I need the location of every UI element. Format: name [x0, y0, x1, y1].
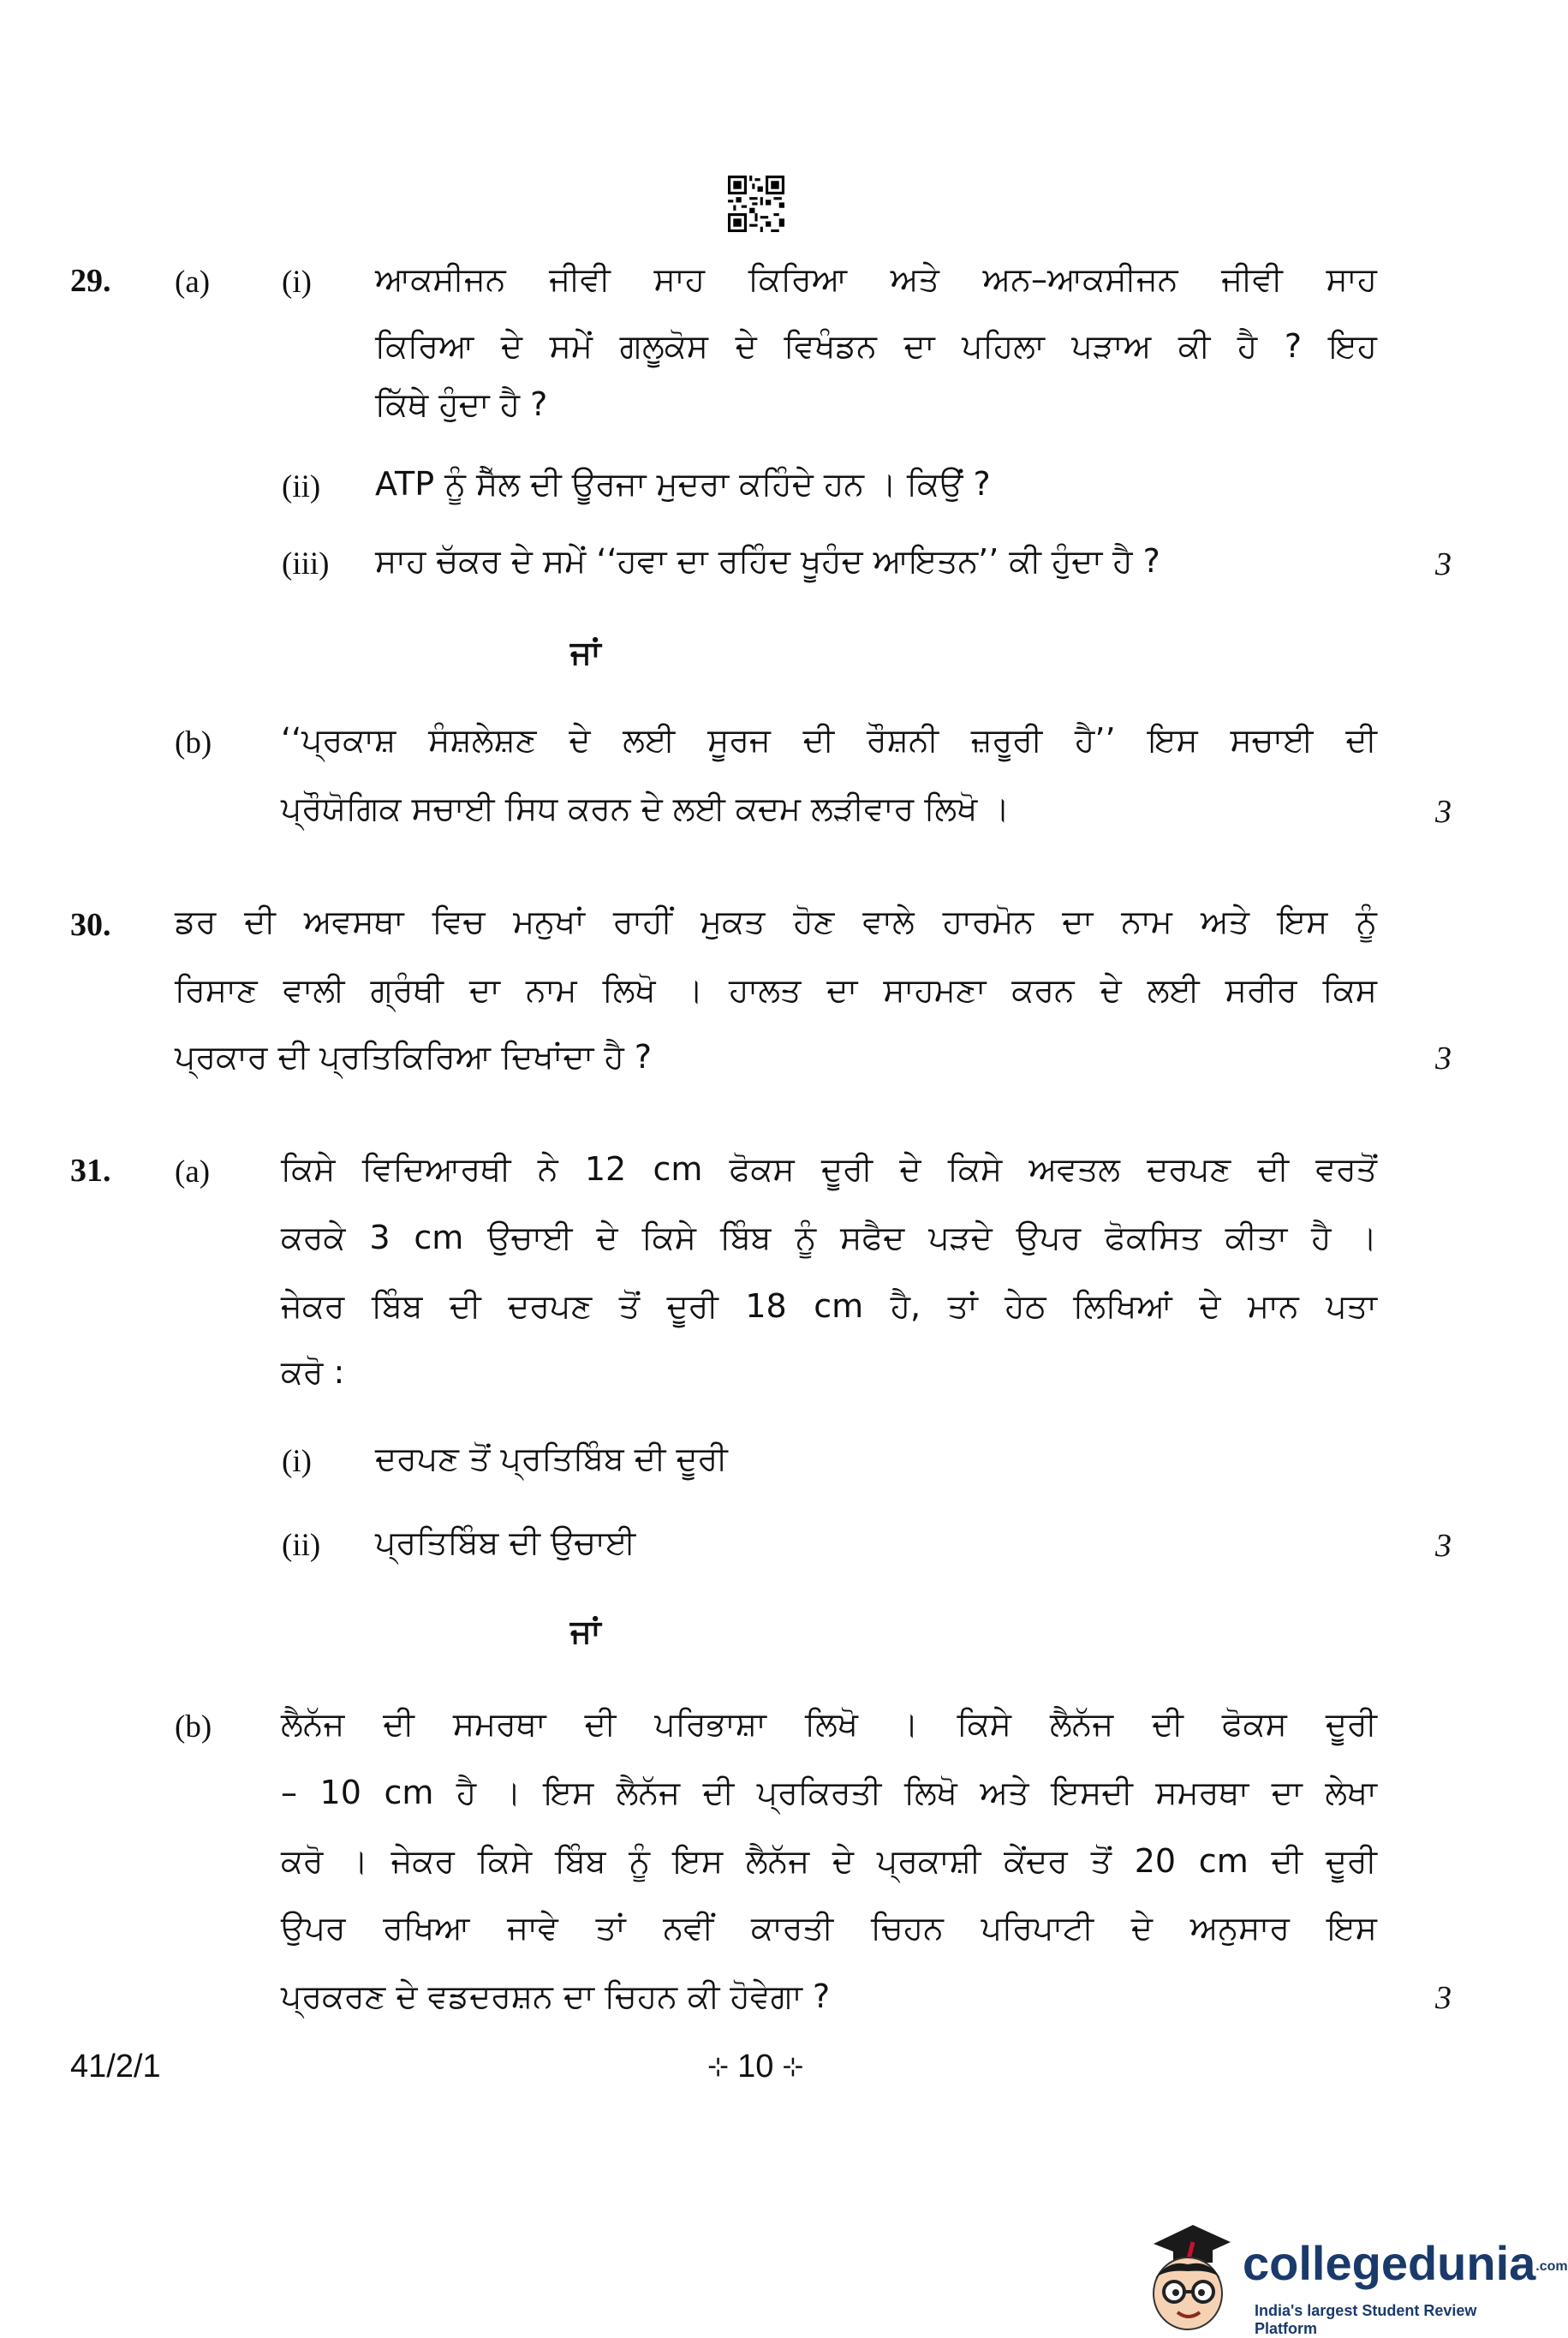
question-number: 31.: [70, 1153, 111, 1189]
question-text-line: ATP ਨੂੰ ਸੈੱਲ ਦੀ ਊਰਜਾ ਮੁਦਰਾ ਕਹਿੰਦੇ ਹਨ । ਕਿਉਂ ?: [375, 465, 991, 503]
question-text-line: ਦਰਪਣ ਤੋਂ ਪ੍ਰਤਿਬਿੰਬ ਦੀ ਦੂਰੀ: [375, 1440, 728, 1477]
part-label-b: (b): [175, 1709, 212, 1745]
subpart-label-ii: (ii): [282, 1528, 321, 1563]
subpart-label-iii: (iii): [282, 546, 330, 582]
question-text-line: ਲੈਨੱਜ ਦੀ ਸਮਰਥਾ ਦੀ ਪਰਿਭਾਸ਼ਾ ਲਿਖੋ । ਕਿਸੇ ਲੈਨੱਜ ਦੀ ਫੋਕਸ ਦੂਰੀ: [281, 1705, 1377, 1743]
question-text-line: ਕਿਸੇ ਵਿਦਿਆਰਥੀ ਨੇ 12 cm ਫੋਕਸ ਦੂਰੀ ਦੇ ਕਿਸੇ ਅਵਤਲ ਦਰਪਣ ਦੀ ਵਰਤੋਂ: [281, 1150, 1377, 1188]
brand-name: collegedunia.com: [1243, 2236, 1568, 2290]
page-number: 10: [737, 2049, 774, 2085]
mascot-icon: [1135, 2210, 1237, 2335]
paper-code: 41/2/1: [70, 2049, 161, 2085]
question-text-line: ‘‘ਪ੍ਰਕਾਸ਼ ਸੰਸ਼ਲੇਸ਼ਣ ਦੇ ਲਈ ਸੂਰਜ ਦੀ ਰੌਸ਼ਨੀ ਜ਼ਰੂਰੀ ਹੈ’’ ਇਸ ਸਚਾਈ ਦੀ: [281, 721, 1377, 759]
question-text-line: ਪ੍ਰਤਿਬਿੰਬ ਦੀ ਉਚਾਈ: [375, 1524, 636, 1561]
or-divider: ਜਾਂ: [570, 634, 601, 671]
question-text-line: ਸਾਹ ਚੱਕਰ ਦੇ ਸਮੇਂ ‘‘ਹਵਾ ਦਾ ਰਹਿੰਦ ਖੂਹੰਦ ਆਇਤਨ’’ ਕੀ ਹੁੰਦਾ ਹੈ ?: [375, 542, 1160, 580]
question-text-line: ਪ੍ਰਕਰਣ ਦੇ ਵਡਦਰਸ਼ਨ ਦਾ ਚਿਹਨ ਕੀ ਹੋਵੇਗਾ ?: [281, 1977, 831, 2015]
page-number-group: [707, 2049, 804, 2085]
question-text-line: ਆਕਸੀਜਨ ਜੀਵੀ ਸਾਹ ਕਿਰਿਆ ਅਤੇ ਅਨ–ਆਕਸੀਜਨ ਜੀਵੀ ਸਾਹ: [375, 260, 1377, 298]
marks: 3: [1435, 794, 1452, 830]
collegedunia-logo: [1135, 2210, 1568, 2337]
question-text-line: ਕਿਰਿਆ ਦੇ ਸਮੇਂ ਗਲੂਕੋਸ ਦੇ ਵਿਖੰਡਨ ਦਾ ਪਹਿਲਾ ਪੜਾਅ ਕੀ ਹੈ ? ਇਹ: [375, 327, 1377, 365]
marks: 3: [1435, 546, 1452, 582]
question-text-line: ਕਰੋ :: [281, 1353, 345, 1391]
qr-code-icon: [728, 176, 784, 232]
question-text-line: ਉਪਰ ਰਖਿਆ ਜਾਵੇ ਤਾਂ ਨਵੀਂ ਕਾਰਤੀ ਚਿਹਨ ਪਰਿਪਾਟੀ ਦੇ ਅਨੁਸਾਰ ਇਸ: [281, 1909, 1377, 1947]
subpart-label-ii: (ii): [282, 469, 321, 504]
part-label-a: (a): [175, 1154, 211, 1190]
part-label-b: (b): [175, 725, 212, 760]
marks: 3: [1435, 1041, 1452, 1077]
ornament-left-icon: ⊹: [707, 2053, 730, 2081]
marks: 3: [1435, 1528, 1452, 1564]
subpart-label-i: (i): [282, 1444, 312, 1479]
marks: 3: [1435, 1980, 1452, 2016]
part-label-a: (a): [175, 265, 211, 300]
subpart-label-i: (i): [282, 265, 312, 300]
ornament-right-icon: ⊹: [782, 2053, 804, 2081]
question-text-line: ਕਰਕੇ 3 cm ਉਚਾਈ ਦੇ ਕਿਸੇ ਬਿੰਬ ਨੂੰ ਸਫੈਦ ਪੜਦੇ ਉਪਰ ਫੋਕਸਿਤ ਕੀਤਾ ਹੈ ।: [281, 1219, 1377, 1256]
question-text-line: ਜੇਕਰ ਬਿੰਬ ਦੀ ਦਰਪਣ ਤੋਂ ਦੂਰੀ 18 cm ਹੈ, ਤਾਂ ਹੇਠ ਲਿਖਿਆਂ ਦੇ ਮਾਨ ਪਤਾ: [281, 1287, 1377, 1325]
question-text-line: ਪ੍ਰੌਯੋਗਿਕ ਸਚਾਈ ਸਿਧ ਕਰਨ ਦੇ ਲਈ ਕਦਮ ਲੜੀਵਾਰ ਲਿਖੋ ।: [281, 790, 1011, 827]
brand-tagline: India's largest Student Review Platform: [1255, 2302, 1477, 2337]
question-text-line: – 10 cm ਹੈ । ਇਸ ਲੈਨੱਜ ਦੀ ਪ੍ਰਕਿਰਤੀ ਲਿਖੋ ਅਤੇ ਇਸਦੀ ਸਮਰਥਾ ਦਾ ਲੇਖਾ: [281, 1774, 1377, 1811]
question-text-line: ਕਰੋ । ਜੇਕਰ ਕਿਸੇ ਬਿੰਬ ਨੂੰ ਇਸ ਲੈਨੱਜ ਦੇ ਪ੍ਰਕਾਸ਼ੀ ਕੇਂਦਰ ਤੋਂ 20 cm ਦੀ ਦੂਰੀ: [281, 1842, 1377, 1880]
question-text-line: ਕਿੱਥੇ ਹੁੰਦਾ ਹੈ ?: [375, 385, 548, 423]
question-number: 29.: [70, 263, 111, 299]
or-divider: ਜਾਂ: [570, 1613, 601, 1650]
question-text-line: ਰਿਸਾਣ ਵਾਲੀ ਗ੍ਰੰਥੀ ਦਾ ਨਾਮ ਲਿਖੋ । ਹਾਲਤ ਦਾ ਸਾਹਮਣਾ ਕਰਨ ਦੇ ਲਈ ਸਰੀਰ ਕਿਸ: [175, 971, 1377, 1009]
question-text-line: ਡਰ ਦੀ ਅਵਸਥਾ ਵਿਚ ਮਨੁਖਾਂ ਰਾਹੀਂ ਮੁਕਤ ਹੋਣ ਵਾਲੇ ਹਾਰਮੋਨ ਦਾ ਨਾਮ ਅਤੇ ਇਸ ਨੂੰ: [175, 903, 1377, 940]
question-number: 30.: [70, 907, 111, 943]
question-text-line: ਪ੍ਰਕਾਰ ਦੀ ਪ੍ਰਤਿਕਿਰਿਆ ਦਿਖਾਂਦਾ ਹੈ ?: [175, 1038, 653, 1076]
